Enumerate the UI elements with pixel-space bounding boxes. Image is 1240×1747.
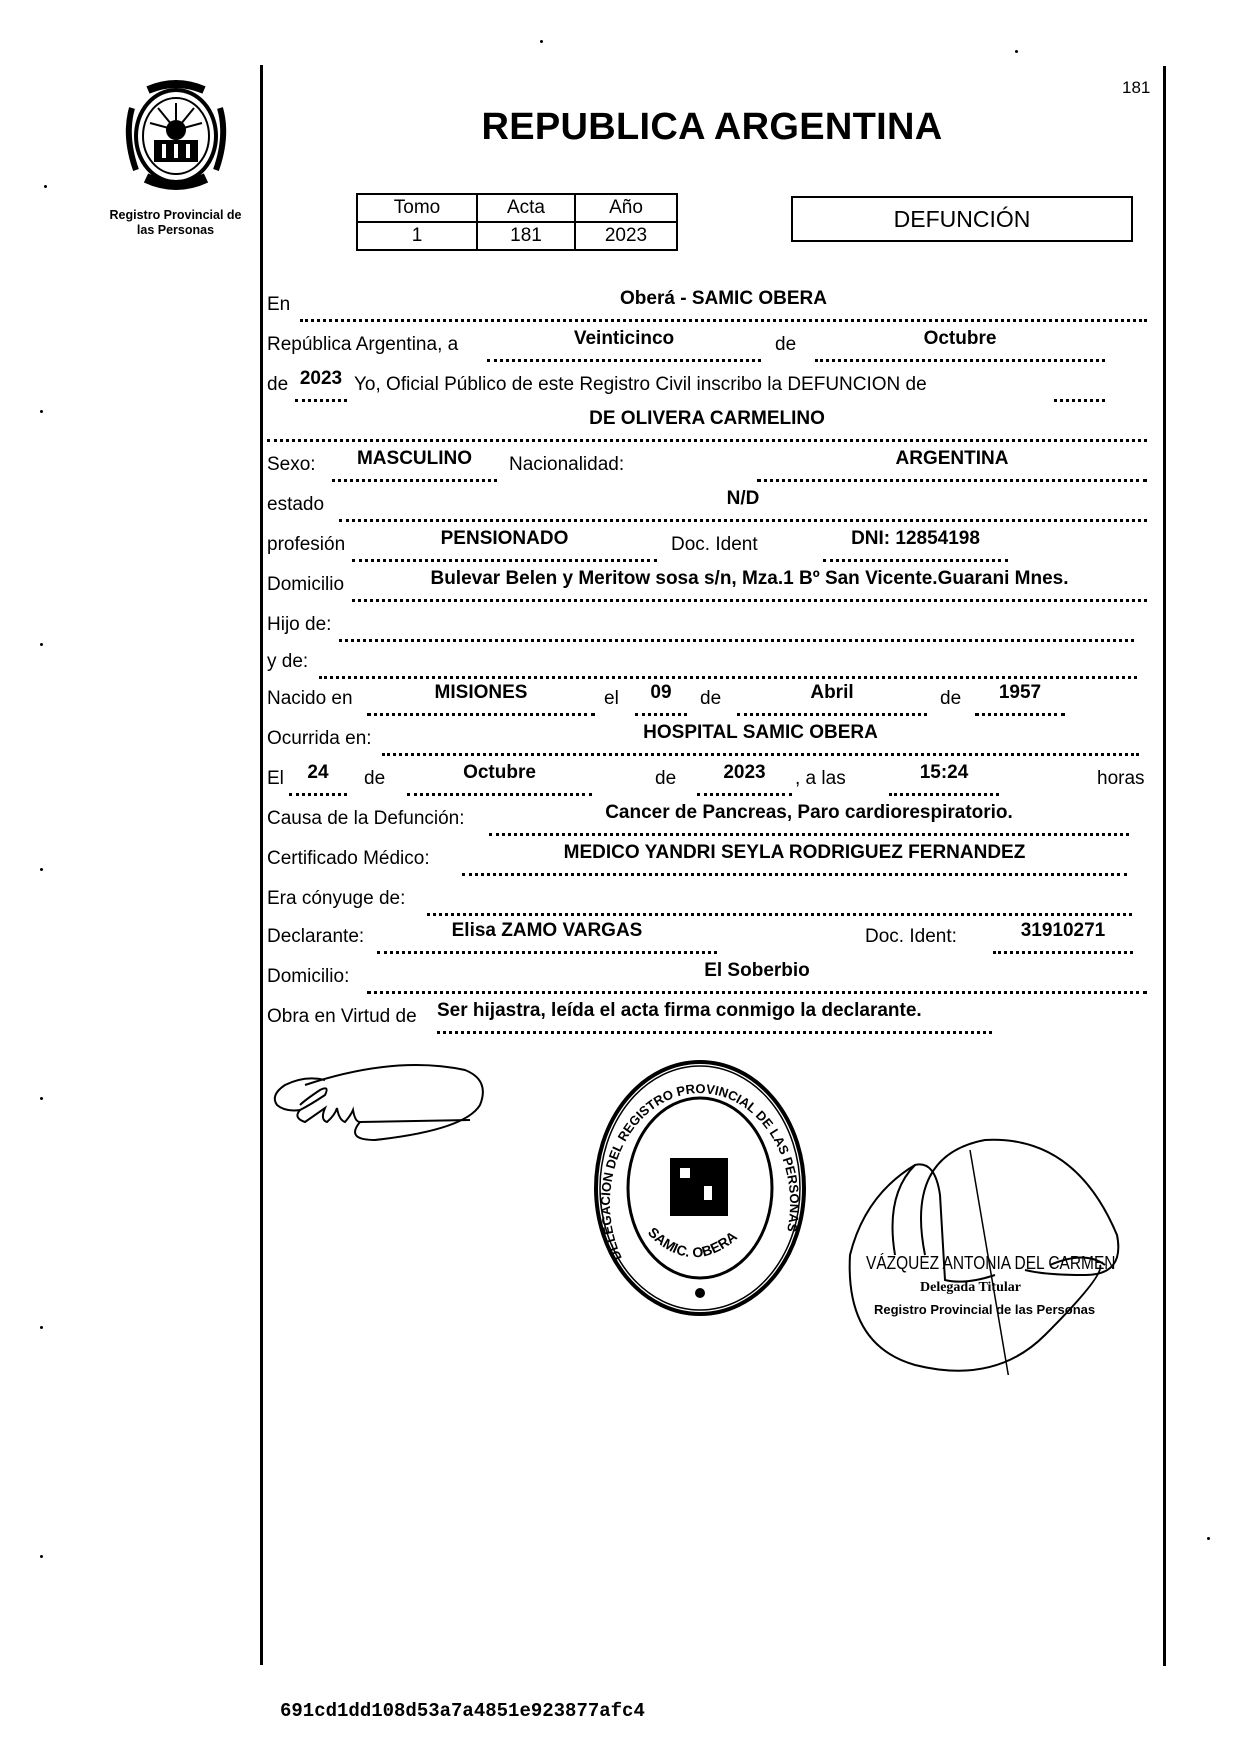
document-hash: 691cd1dd108d53a7a4851e923877afc4 xyxy=(280,1700,645,1722)
row-declarante-domicilio xyxy=(267,960,1147,994)
page-number: 181 xyxy=(1122,78,1151,97)
year-field: 2023 xyxy=(295,365,347,402)
day-field: Veinticinco xyxy=(487,325,761,362)
horas-label: horas xyxy=(1097,768,1145,789)
oficial-blank-field xyxy=(1054,365,1105,402)
conyuge-label: Era cónyuge de: xyxy=(267,888,406,909)
conyuge-field xyxy=(427,879,1132,916)
declarante-field: Elisa ZAMO VARGAS xyxy=(377,917,717,954)
scan-dot xyxy=(1015,50,1018,53)
scan-dot xyxy=(1207,1537,1210,1540)
obra-field: Ser hijastra, leída el acta firma conmigo la declarante. xyxy=(437,997,992,1034)
nacido-mes-field: Abril xyxy=(737,679,927,716)
row-republica xyxy=(267,328,1147,362)
a-las-label: , a las xyxy=(795,768,846,789)
el-label: el xyxy=(604,688,619,709)
declarante-domicilio-field: El Soberbio xyxy=(367,957,1147,994)
row-hijo xyxy=(267,608,1147,642)
left-margin-line xyxy=(260,65,263,1665)
registry-caption-line2: las Personas xyxy=(136,223,215,237)
deceased-name-field: DE OLIVERA CARMELINO xyxy=(267,405,1147,442)
record-type-box: DEFUNCIÓN xyxy=(791,196,1133,242)
scan-dot xyxy=(540,40,543,43)
causa-field: Cancer de Pancreas, Paro cardiorespiratorio. xyxy=(489,799,1129,836)
nacido-label: Nacido en xyxy=(267,688,353,709)
month-field: Octubre xyxy=(815,325,1105,362)
scan-dot xyxy=(40,1326,43,1329)
ocurrida-label: Ocurrida en: xyxy=(267,728,372,749)
de-label: de xyxy=(775,334,797,355)
declarante-label: Declarante: xyxy=(267,926,365,947)
y-de-field xyxy=(319,642,1137,679)
estado-label: estado xyxy=(267,494,325,515)
nacido-de-label: de xyxy=(700,688,722,709)
scan-dot xyxy=(44,185,47,188)
official-title: Delegada Titular xyxy=(920,1280,1021,1295)
row-ocurrida xyxy=(267,722,1147,756)
scan-dot xyxy=(40,868,43,871)
row-profesion xyxy=(267,528,1147,562)
de2-label: de xyxy=(267,374,289,395)
sexo-field: MASCULINO xyxy=(332,445,497,482)
scan-dot xyxy=(40,1555,43,1558)
acta-value: 181 xyxy=(477,222,575,250)
nacido-lugar-field: MISIONES xyxy=(367,679,595,716)
scan-dot xyxy=(40,1097,43,1100)
svg-text:SAMIC. OBERA xyxy=(645,1224,740,1261)
hijo-field xyxy=(339,605,1134,642)
def-dia-field: 24 xyxy=(289,759,347,796)
domicilio-label: Domicilio xyxy=(267,574,345,595)
row-en xyxy=(267,288,1147,322)
declarante-domicilio-label: Domicilio: xyxy=(267,966,350,987)
nacionalidad-field: ARGENTINA xyxy=(757,445,1147,482)
row-fecha-defuncion xyxy=(267,762,1147,796)
stamp-inner-text: SAMIC. OBERA xyxy=(645,1223,740,1261)
certificado-field: MEDICO YANDRI SEYLA RODRIGUEZ FERNANDEZ xyxy=(462,839,1127,876)
row-obra xyxy=(267,1000,1147,1034)
register-table-row xyxy=(357,222,677,250)
def-anio-field: 2023 xyxy=(697,759,792,796)
republica-label: República Argentina, a xyxy=(267,334,459,355)
domicilio-field: Bulevar Belen y Meritow sosa s/n, Mza.1 Bº San Vicente.Guarani Mnes. xyxy=(352,565,1147,602)
def-mes-field: Octubre xyxy=(407,759,592,796)
row-estado xyxy=(267,488,1147,522)
official-name: VÁZQUEZ ANTONIA DEL CARMEN xyxy=(866,1253,1116,1273)
row-domicilio xyxy=(267,568,1147,602)
hijo-label: Hijo de: xyxy=(267,614,332,635)
declarante-doc-field: 31910271 xyxy=(993,917,1133,954)
obra-label: Obra en Virtud de xyxy=(267,1006,417,1027)
doc-ident-field: DNI: 12854198 xyxy=(823,525,1008,562)
profesion-field: PENSIONADO xyxy=(352,525,657,562)
acta-header: Acta xyxy=(477,194,575,222)
row-oficial xyxy=(267,368,1147,402)
registry-caption-line1: Registro Provincial de xyxy=(109,208,242,222)
register-table-header xyxy=(357,194,677,222)
nacionalidad-label: Nacionalidad: xyxy=(509,454,625,475)
sexo-label: Sexo: xyxy=(267,454,316,475)
scan-dot xyxy=(40,410,43,413)
official-signature-icon xyxy=(845,1095,1145,1375)
row-y-de xyxy=(267,645,1147,679)
declarante-doc-label: Doc. Ident: xyxy=(865,926,957,947)
nacido-dia-field: 09 xyxy=(635,679,687,716)
y-de-label: y de: xyxy=(267,651,309,672)
anio-value: 2023 xyxy=(575,222,677,250)
tomo-value: 1 xyxy=(357,222,477,250)
nacido-anio-field: 1957 xyxy=(975,679,1065,716)
official-stamp-icon xyxy=(592,1058,808,1318)
el2-label: El xyxy=(267,768,284,789)
declarant-signature-icon xyxy=(265,1050,495,1150)
causa-label: Causa de la Defunción: xyxy=(267,808,465,829)
row-deceased-name xyxy=(267,408,1147,442)
oficial-text: Yo, Oficial Público de este Registro Civil inscribo la DEFUNCION de xyxy=(354,374,927,395)
country-title: REPUBLICA ARGENTINA xyxy=(481,106,943,148)
registry-caption xyxy=(88,208,263,238)
right-margin-line xyxy=(1163,66,1166,1666)
row-sexo xyxy=(267,448,1147,482)
tomo-header: Tomo xyxy=(357,194,477,222)
def-de2-label: de xyxy=(655,768,677,789)
def-hora-field: 15:24 xyxy=(889,759,999,796)
misiones-coat-of-arms-icon xyxy=(118,78,234,194)
certificado-label: Certificado Médico: xyxy=(267,848,430,869)
scan-dot xyxy=(40,643,43,646)
register-table xyxy=(356,193,678,251)
profesion-label: profesión xyxy=(267,534,346,555)
anio-header: Año xyxy=(575,194,677,222)
official-office: Registro Provincial de las Personas xyxy=(874,1302,1096,1317)
def-de-label: de xyxy=(364,768,386,789)
row-causa xyxy=(267,802,1147,836)
row-declarante xyxy=(267,920,1147,954)
en-label: En xyxy=(267,294,291,315)
doc-ident-label: Doc. Ident xyxy=(671,534,758,555)
estado-field: N/D xyxy=(339,485,1147,522)
ocurrida-field: HOSPITAL SAMIC OBERA xyxy=(382,719,1139,756)
place-field: Oberá - SAMIC OBERA xyxy=(300,285,1147,322)
row-conyuge xyxy=(267,882,1147,916)
row-nacido xyxy=(267,682,1147,716)
nacido-de2-label: de xyxy=(940,688,962,709)
stamp-outer-text: DELEGACION DEL REGISTRO PROVINCIAL DE LAS PERSONAS xyxy=(597,1081,803,1263)
row-certificado xyxy=(267,842,1147,876)
